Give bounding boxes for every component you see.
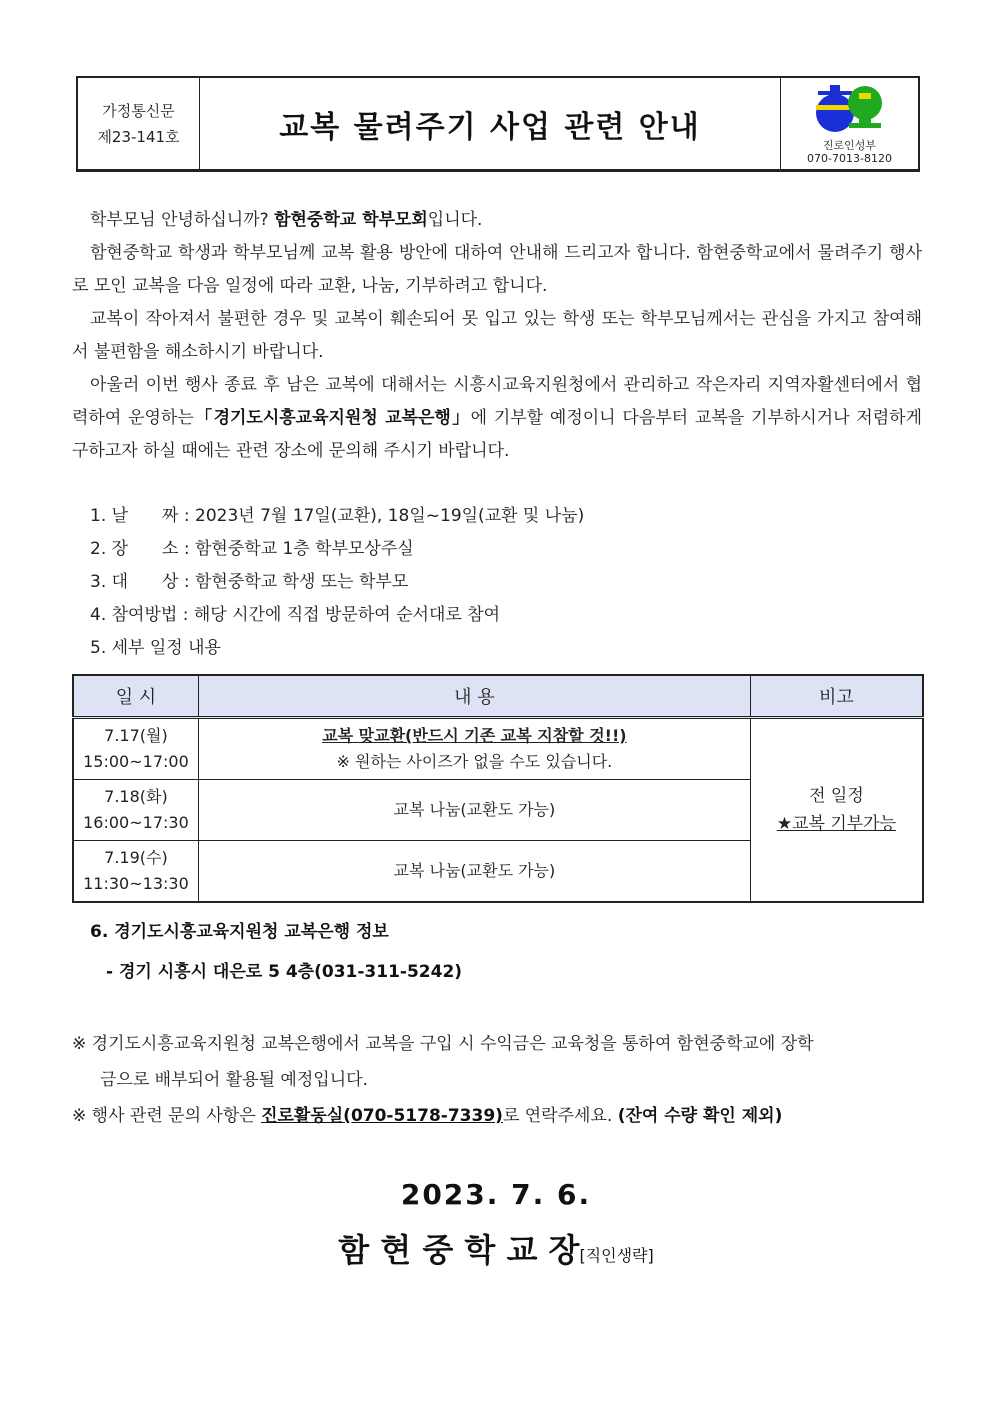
note-1: ※ 경기도시흥교육지원청 교복은행에서 교복을 구입 시 수익금은 교육청을 통하여 함현중학교에 장학 — [72, 1034, 814, 1054]
intro-text-4a: 아울러 이번 행사 종료 후 남은 교복에 대해서는 시흥시교육지원청에서 관리하고 작은자리 지역자활센터에서 협력하여 운영하는 — [72, 375, 922, 428]
dept-phone: 070-7013-8120 — [807, 151, 892, 165]
uniform-bank-name: 「경기도시흥교육지원청 교복은행」 — [193, 408, 471, 428]
dept-name: 진로인성부 — [822, 138, 877, 152]
contact-office: 진로활동실(070-5178-7339) — [261, 1106, 503, 1126]
row-content — [198, 718, 750, 780]
header-box — [76, 76, 920, 172]
table-row — [73, 718, 923, 780]
detail-date: 1. 날 짜 : 2023년 7월 17일(교환), 18일~19일(교환 및 나눔) — [90, 506, 585, 526]
note-2-contact: 로 연락주세요. — [502, 1106, 618, 1126]
header-datetime: 일 시 — [73, 675, 198, 718]
uniform-bank-info — [90, 912, 462, 992]
notes-block — [72, 1026, 922, 1134]
intro-paragraph-3 — [72, 303, 922, 369]
detail-method: 4. 참여방법 : 해당 시간에 직접 방문하여 순서대로 참여 — [90, 605, 501, 625]
details-list — [90, 500, 584, 665]
row-content: 교복 나눔(교환도 가능) — [198, 780, 750, 841]
greeting-end: 입니다. — [427, 210, 483, 230]
parents-association: 함현중학교 학부모회 — [274, 210, 428, 230]
schedule-table — [72, 674, 924, 903]
issue-date: 2023. 7. 6. — [400, 1178, 592, 1211]
note-1-cont: 금으로 배부되어 활용될 예정입니다. — [100, 1070, 368, 1090]
intro-text-3: 교복이 작아져서 불편한 경우 및 교복이 훼손되어 못 입고 있는 학생 또는 학부모님께서는 관심을 가지고 참여해서 불편함을 해소하시기 바랍니다. — [72, 309, 922, 362]
intro-paragraph-4 — [72, 369, 922, 468]
seal-note: [직인생략] — [579, 1246, 654, 1265]
school-logo-icon — [815, 83, 885, 137]
detail-schedule: 5. 세부 일정 내용 — [90, 638, 221, 658]
dept-info — [780, 78, 918, 169]
row-time: 11:30~13:30 — [83, 874, 189, 893]
note-line-2: ★교복 기부가능 — [776, 814, 897, 834]
note-2-text: ※ 행사 관련 문의 사항은 — [72, 1106, 262, 1126]
principal-signature — [0, 1225, 992, 1271]
note-2-exception: (잔여 수량 확인 제외) — [617, 1106, 783, 1126]
row-content-main: 교복 맞교환(반드시 기존 교복 지참할 것!!) — [322, 726, 627, 745]
intro-greeting — [72, 204, 922, 237]
header-note: 비고 — [750, 675, 923, 718]
doc-info — [78, 78, 200, 169]
header-content: 내 용 — [198, 675, 750, 718]
row-day: 7.18(화) — [104, 787, 168, 806]
section6-title: 6. 경기도시흥교육지원청 교복은행 정보 — [90, 922, 389, 942]
greeting-text: 학부모님 안녕하십니까? — [90, 210, 275, 230]
row-note — [750, 718, 923, 903]
row-datetime — [73, 841, 198, 903]
doc-number: 제23-141호 — [97, 127, 180, 146]
doc-type: 가정통신문 — [102, 101, 175, 120]
intro-paragraph-2 — [72, 237, 922, 303]
row-datetime — [73, 780, 198, 841]
note-line-1: 전 일정 — [809, 786, 864, 806]
page-title: 교복 물려주기 사업 관련 안내 — [279, 109, 701, 145]
row-content-sub: ※ 원하는 사이즈가 없을 수도 있습니다. — [336, 752, 613, 771]
row-day: 7.17(월) — [104, 726, 168, 745]
table-header-row — [73, 675, 923, 718]
row-day: 7.19(수) — [104, 848, 168, 867]
intro-text-2: 함현중학교 학생과 학부모님께 교복 활용 방안에 대하여 안내해 드리고자 합니다. 함현중학교에서 물려주기 행사로 모인 교복을 다음 일정에 따라 교환, 나눔, 기부하려고 합니다. — [72, 243, 922, 296]
row-time: 15:00~17:00 — [83, 752, 189, 771]
row-datetime — [73, 718, 198, 780]
row-time: 16:00~17:30 — [83, 813, 189, 832]
section6-address: - 경기 시흥시 대은로 5 4층(031-311-5242) — [106, 962, 463, 982]
intro-text-4c: 에 기부할 예정이니 다음부터 교복을 기부하시거나 저렴하게 구하고자 하실 때에는 관련 장소에 문의해 주시기 바랍니다. — [72, 408, 922, 461]
note-2 — [72, 1098, 922, 1134]
detail-target: 3. 대 상 : 함현중학교 학생 또는 학부모 — [90, 572, 409, 592]
principal-name: 함 현 중 학 교 장 — [338, 1231, 580, 1269]
row-content: 교복 나눔(교환도 가능) — [198, 841, 750, 903]
detail-place: 2. 장 소 : 함현중학교 1층 학부모상주실 — [90, 539, 414, 559]
